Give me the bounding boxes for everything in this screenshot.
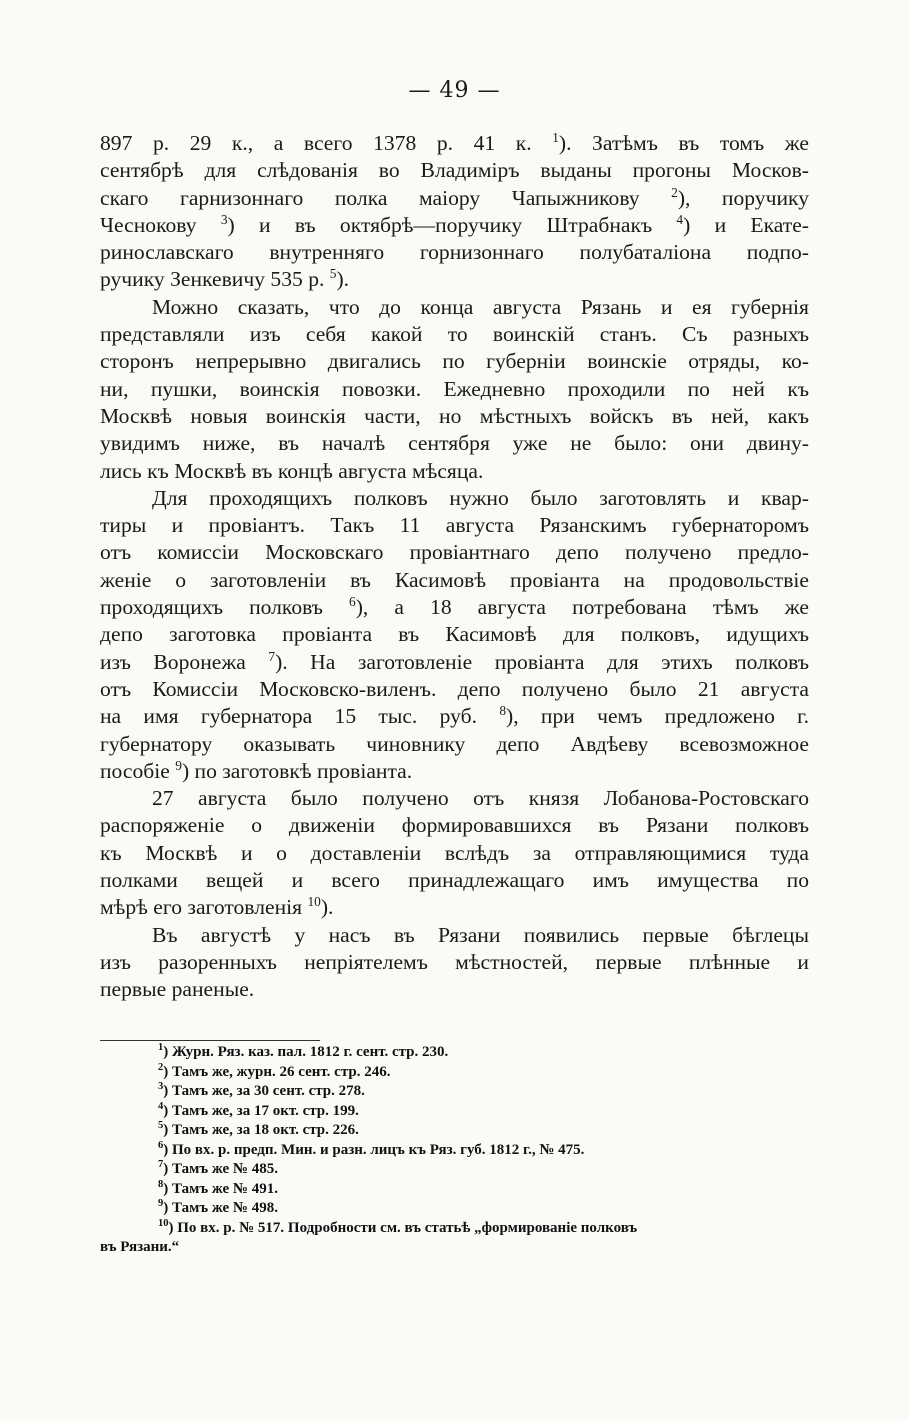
text-line (100, 185, 809, 212)
footnote-text: ) По вх. р. предп. Мин. и разн. лицъ къ Ряз. губ. 1812 г., № 475. (163, 1141, 585, 1158)
text-segment: ) по заготовкѣ провіанта. (181, 758, 413, 783)
text-line (100, 539, 809, 566)
text-segment: Можно сказать, что до конца августа Рязань и ея губернія (152, 294, 809, 319)
text-segment: къ Москвѣ и о доставленіи вслѣдъ за отправляющимися туда (100, 840, 809, 865)
text-line (100, 157, 809, 184)
footnote-mark: 5 (158, 1120, 164, 1131)
footnote-ref[interactable]: 4 (676, 211, 684, 227)
footnote-text: ) Тамъ же, журн. 26 сент. стр. 246. (163, 1063, 391, 1080)
footnote-ref[interactable]: 6 (349, 593, 356, 609)
text-segment: Для проходящихъ полковъ нужно было заготовлять и квар- (152, 485, 809, 510)
footnote-text: ) Тамъ же, за 17 окт. стр. 199. (163, 1102, 359, 1119)
text-segment: ). (320, 895, 334, 920)
footnote (100, 1082, 809, 1102)
text-segment: ). (336, 267, 350, 292)
text-line (100, 731, 809, 758)
text-line (100, 976, 809, 1003)
text-segment: представляли изъ себя какой то воинскій станъ. Съ разныхъ (100, 322, 809, 347)
text-line (100, 458, 809, 485)
footnote-ref[interactable]: 2 (671, 184, 678, 200)
text-segment: ). Затѣмъ въ томъ же (558, 131, 809, 155)
text-line (100, 321, 809, 348)
text-segment: отъ комиссіи Московскаго провіантнаго депо получено предло- (100, 540, 809, 565)
footnote-rule (100, 1040, 320, 1041)
footnote-text: ) Журн. Ряз. каз. пал. 1812 г. сент. стр. 230. (163, 1044, 449, 1060)
text-segment: мѣрѣ его заготовленія (100, 895, 308, 920)
text-segment: полками вещей и всего принадлежащаго имъ имущества по (100, 868, 809, 893)
text-segment: ). На заготовленіе провіанта для этихъ полковъ (275, 649, 809, 674)
footnote-text: ) По вх. р. № 517. Подробности см. въ статьѣ „формированіе полковъ (168, 1219, 638, 1236)
text-segment: Чеснокову (100, 212, 221, 237)
text-line (100, 266, 809, 293)
text-segment: Москвѣ новыя воинскія части, но мѣстныхъ войскъ въ ней, какъ (100, 403, 809, 428)
text-segment: 27 августа было получено отъ князя Лобанова-Ростовскаго (152, 786, 809, 811)
text-segment: изъ Воронежа (100, 649, 269, 674)
text-line (100, 758, 809, 785)
footnote (100, 1102, 809, 1122)
footnote-ref[interactable]: 9 (175, 757, 182, 773)
footnote-mark: 7 (158, 1159, 164, 1170)
text-segment: сентябрѣ для слѣдованія во Владиміръ выданы прогоны Москов- (100, 158, 809, 183)
text-line (100, 840, 809, 867)
text-line (100, 785, 809, 812)
text-line (100, 922, 809, 949)
text-line (100, 649, 809, 676)
footnote-ref[interactable]: 10 (307, 894, 321, 910)
footnotes (100, 1043, 809, 1258)
text-line (100, 130, 809, 157)
text-line (100, 621, 809, 648)
text-line (100, 594, 809, 621)
text-line (100, 812, 809, 839)
text-segment: 897 р. 29 к., а всего 1378 р. 41 к. (100, 131, 553, 155)
footnote (100, 1121, 809, 1141)
text-segment: ринославскаго внутренняго горнизоннаго полубаталіона подпо- (100, 240, 809, 265)
footnote (100, 1219, 809, 1239)
text-line (100, 867, 809, 894)
text-segment: ) и Екате- (683, 212, 809, 237)
footnote-text: ) Тамъ же № 498. (163, 1200, 278, 1216)
text-segment: проходящихъ полковъ (100, 595, 350, 620)
body-text (100, 130, 809, 1004)
text-line (100, 348, 809, 375)
text-segment: отъ Комиссіи Московско-виленъ. депо получено было 21 августа (100, 676, 809, 701)
footnote (100, 1160, 809, 1180)
text-segment: ) и въ октябрѣ—поручику Штрабнакъ (227, 212, 677, 237)
footnote (100, 1141, 809, 1161)
footnote (100, 1180, 809, 1200)
text-segment: первые раненые. (100, 977, 255, 1002)
footnote-ref[interactable]: 1 (552, 129, 559, 145)
footnote-mark: 8 (158, 1178, 164, 1190)
footnote-ref[interactable]: 8 (499, 703, 507, 719)
text-line (100, 376, 809, 403)
text-line (100, 239, 809, 266)
footnote-ref[interactable]: 3 (220, 211, 228, 227)
footnote-ref[interactable]: 7 (268, 648, 276, 664)
text-segment: ), поручику (677, 185, 809, 210)
text-line (100, 512, 809, 539)
text-line (100, 212, 809, 239)
text-segment: Въ августѣ у насъ въ Рязани появились первые бѣглецы (152, 922, 809, 947)
footnote-mark: 10 (158, 1217, 169, 1229)
text-line (100, 703, 809, 730)
text-line (100, 894, 809, 921)
text-line (100, 294, 809, 321)
footnote-mark: 3 (158, 1081, 164, 1092)
footnote-mark: 2 (158, 1061, 164, 1073)
footnote-ref[interactable]: 5 (329, 266, 337, 282)
footnote-continuation: въ Рязани.“ (100, 1239, 180, 1255)
text-segment: скаго гарнизоннаго полка маіору Чапыжникову (100, 185, 672, 210)
text-line (100, 949, 809, 976)
footnote-text: ) Тамъ же, за 30 сент. стр. 278. (163, 1083, 365, 1099)
footnote-mark: 6 (158, 1139, 164, 1151)
text-segment: депо заготовка провіанта въ Касимовѣ для полковъ, идущихъ (100, 622, 809, 647)
text-segment: на имя губернатора 15 тыс. руб. (100, 704, 500, 729)
footnote-text: ) Тамъ же № 485. (163, 1161, 278, 1177)
text-segment: женіе о заготовленіи въ Касимовѣ провіанта на продовольствіе (100, 567, 809, 592)
text-segment: распоряженіе о движеніи формировавшихся въ Рязани полковъ (100, 813, 809, 838)
footnote-text: ) Тамъ же, за 18 окт. стр. 226. (163, 1122, 359, 1138)
footnote-mark: 4 (158, 1100, 164, 1112)
footnote-text: ) Тамъ же № 491. (163, 1180, 278, 1197)
text-line (100, 676, 809, 703)
text-segment: ручику Зенкевичу 535 р. (100, 267, 330, 292)
footnote (100, 1063, 809, 1083)
text-line (100, 403, 809, 430)
text-segment: ), а 18 августа потребована тѣмъ же (355, 595, 809, 620)
text-segment: ни, пушки, воинскія повозки. Ежедневно проходили по ней къ (100, 376, 809, 401)
page-number: — 49 — (408, 78, 501, 103)
text-segment: сторонъ непрерывно двигались по губерніи воинскіе отряды, ко- (100, 349, 809, 374)
text-line (100, 485, 809, 512)
text-segment: лись къ Москвѣ въ концѣ августа мѣсяца. (100, 458, 484, 483)
text-segment: изъ разоренныхъ непріятелемъ мѣстностей, первые плѣнные и (100, 949, 809, 974)
footnote (100, 1199, 809, 1219)
footnote (100, 1043, 809, 1063)
text-line (100, 430, 809, 457)
text-segment: ), при чемъ предложено г. (506, 704, 810, 729)
text-segment: тиры и провіантъ. Такъ 11 августа Рязанскимъ губернаторомъ (100, 513, 809, 538)
text-segment: увидимъ ниже, въ началѣ сентября уже не было: они двину- (100, 431, 809, 456)
footnote-mark: 9 (158, 1198, 164, 1209)
text-segment: пособіе (100, 758, 176, 783)
text-line (100, 567, 809, 594)
footnote-mark: 1 (158, 1042, 164, 1053)
text-segment: губернатору оказывать чиновнику депо Авдѣеву всевозможное (100, 731, 809, 756)
